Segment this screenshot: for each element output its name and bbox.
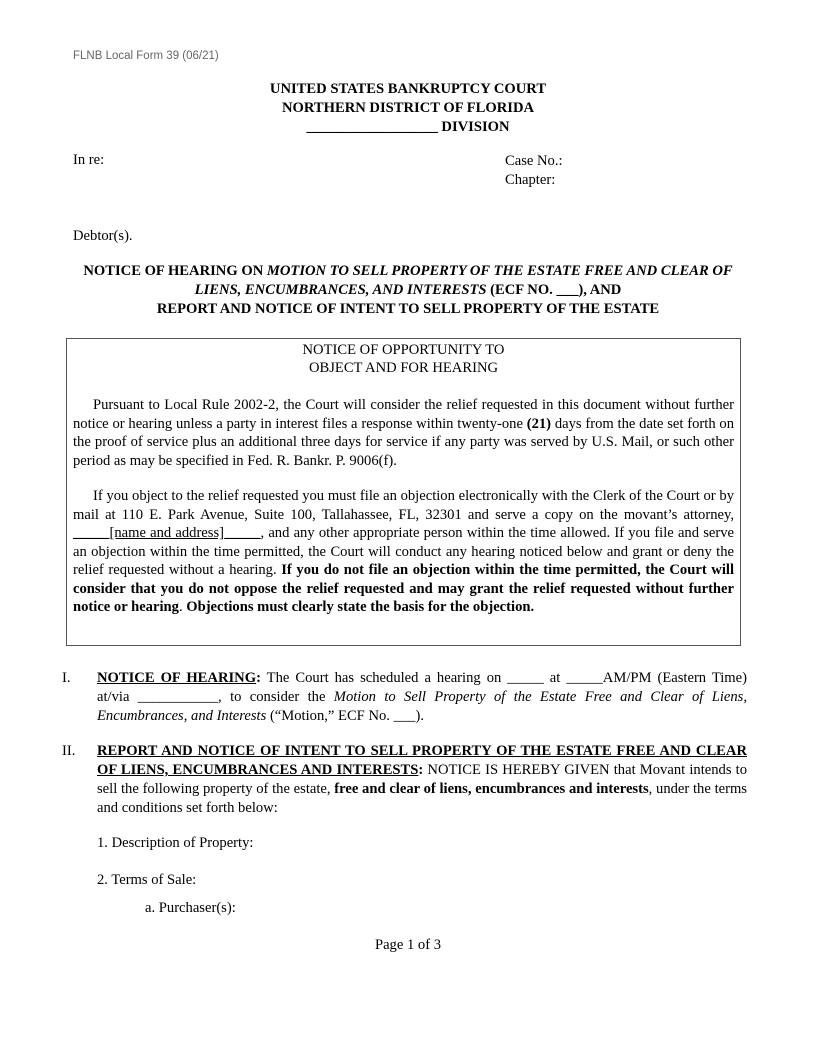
- section-number: I.: [62, 670, 71, 686]
- court-name: UNITED STATES BANKRUPTCY COURT: [269, 81, 547, 97]
- list-item-terms: 2. Terms of Sale:: [97, 872, 197, 888]
- form-id: FLNB Local Form 39 (06/21): [73, 50, 219, 62]
- title-line-3: REPORT AND NOTICE OF INTENT TO SELL PROPERTY OF THE ESTATE: [156, 301, 660, 317]
- case-info: [505, 152, 563, 190]
- debtors-label: Debtor(s).: [73, 228, 133, 244]
- court-header: [0, 80, 816, 137]
- list-item-description: 1. Description of Property:: [97, 835, 254, 851]
- in-re-label: In re:: [73, 152, 105, 168]
- document-title: [60, 262, 756, 319]
- notice-box: [66, 338, 741, 646]
- notice-heading-line1: NOTICE OF OPPORTUNITY TO: [302, 342, 505, 358]
- list-item-purchasers: a. Purchaser(s):: [145, 900, 236, 916]
- notice-paragraph-2: If you object to the relief requested you must file an objection electronically with the Clerk of the Court or by mail at 110 E. Park Avenue, Suite 100, Tallahassee, FL, 32301 and serve a copy on the movant’s attorney, _____[name and address]_____, and any other appropriate person within the time allowed. If you file and serve an objection within the time permitted, the Court will conduct any hearing noticed below and grant or deny the relief requested without a hearing. If you do not file an objection within the time permitted, the Court will consider that you do not oppose the relief requested and may grant the relief requested without further notice or hearing. Objections must clearly state the basis for the objection.: [73, 488, 735, 615]
- title-lines-1-2: NOTICE OF HEARING ON MOTION TO SELL PROPERTY OF THE ESTATE FREE AND CLEAR OF LIENS, ENCUMBRANCES, AND INTERESTS (ECF NO. ___), AND: [83, 263, 733, 298]
- division-line: __________________ DIVISION: [306, 119, 510, 135]
- section-text: REPORT AND NOTICE OF INTENT TO SELL PROPERTY OF THE ESTATE FREE AND CLEAR OF LIENS, ENCUMBRANCES AND INTERESTS: NOTICE IS HEREBY GIVEN that Movant intends to sell the following property of the estate, free and clear of liens, encumbrances and interests, under the terms and conditions set forth below:: [97, 743, 748, 816]
- chapter-label: Chapter:: [505, 172, 556, 188]
- district-name: NORTHERN DISTRICT OF FLORIDA: [281, 100, 535, 116]
- page-footer: Page 1 of 3: [374, 937, 442, 953]
- case-no-label: Case No.:: [505, 153, 563, 169]
- notice-box-heading: [67, 341, 740, 377]
- notice-heading-line2: OBJECT AND FOR HEARING: [308, 360, 499, 376]
- notice-paragraph-1: Pursuant to Local Rule 2002-2, the Court will consider the relief requested in this document without further notice or hearing unless a party in interest files a response within twenty-one (21) days from the date set forth on the proof of service plus an additional three days for service if any party was served by U.S. Mail, or such other period as may be specified in Fed. R. Bankr. P. 9006(f).: [73, 397, 735, 469]
- section-text: NOTICE OF HEARING: The Court has scheduled a hearing on _____ at _____AM/PM (Eastern Time) at/via ___________, to consider the Motion to Sell Property of the Estate Free and Clear of Liens, Encumbrances, and Interests (“Motion,” ECF No. ___).: [97, 670, 747, 724]
- section-number: II.: [62, 743, 76, 759]
